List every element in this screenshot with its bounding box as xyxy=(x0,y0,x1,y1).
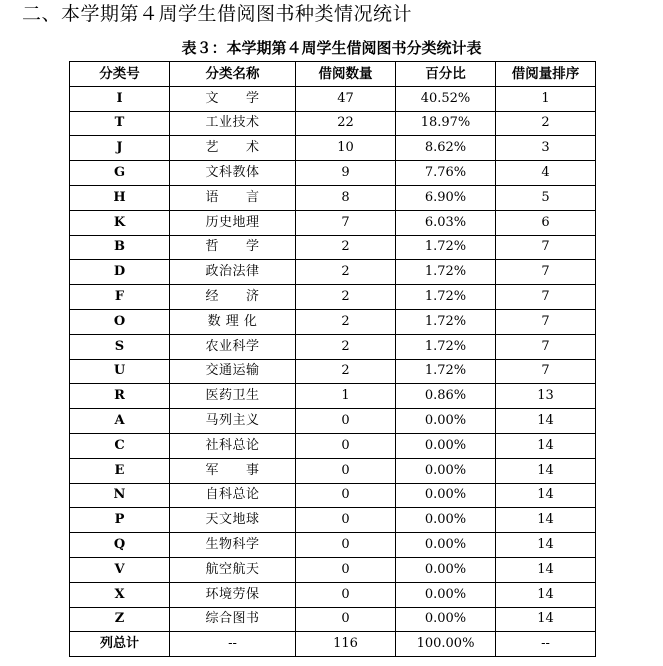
category-code-cell: X xyxy=(70,582,170,607)
category-name-cell: 政治法律 xyxy=(170,260,296,285)
category-code-cell: T xyxy=(70,111,170,136)
percentage-cell: 0.00% xyxy=(396,483,496,508)
table-row xyxy=(70,161,596,186)
percentage-cell: 0.00% xyxy=(396,607,496,632)
rank-cell: 7 xyxy=(496,260,596,285)
table-row xyxy=(70,582,596,607)
percentage-cell: 0.00% xyxy=(396,458,496,483)
category-code-cell: G xyxy=(70,161,170,186)
table-row xyxy=(70,260,596,285)
borrow-count-cell: 2 xyxy=(296,285,396,310)
total-row xyxy=(70,632,596,657)
table-row xyxy=(70,533,596,558)
category-name-cell: 环境劳保 xyxy=(170,582,296,607)
category-code-cell: D xyxy=(70,260,170,285)
column-header-name: 分类名称 xyxy=(170,62,296,87)
rank-cell: 7 xyxy=(496,235,596,260)
category-name-cell: 航空航天 xyxy=(170,557,296,582)
rank-cell: 14 xyxy=(496,533,596,558)
category-name-cell: 数 理 化 xyxy=(170,309,296,334)
rank-cell: 7 xyxy=(496,309,596,334)
table-row xyxy=(70,458,596,483)
column-header-code: 分类号 xyxy=(70,62,170,87)
category-name-cell: 工业技术 xyxy=(170,111,296,136)
category-name-cell: 社科总论 xyxy=(170,433,296,458)
borrow-count-cell: 0 xyxy=(296,557,396,582)
borrow-count-cell: 2 xyxy=(296,334,396,359)
rank-cell: 5 xyxy=(496,185,596,210)
rank-cell: 14 xyxy=(496,483,596,508)
category-code-cell: E xyxy=(70,458,170,483)
category-name-cell: 文 学 xyxy=(170,86,296,111)
rank-cell: 7 xyxy=(496,285,596,310)
borrow-count-cell: 0 xyxy=(296,433,396,458)
rank-cell: 7 xyxy=(496,334,596,359)
category-code-cell: F xyxy=(70,285,170,310)
rank-cell: 14 xyxy=(496,433,596,458)
percentage-cell: 1.72% xyxy=(396,285,496,310)
category-code-cell: K xyxy=(70,210,170,235)
percentage-cell: 0.00% xyxy=(396,508,496,533)
category-code-cell: I xyxy=(70,86,170,111)
table-row xyxy=(70,111,596,136)
borrow-count-cell: 8 xyxy=(296,185,396,210)
percentage-cell: 0.00% xyxy=(396,533,496,558)
category-name-cell: 艺 术 xyxy=(170,136,296,161)
category-code-cell: J xyxy=(70,136,170,161)
rank-cell: 1 xyxy=(496,86,596,111)
rank-cell: 14 xyxy=(496,508,596,533)
borrow-count-cell: 2 xyxy=(296,235,396,260)
percentage-cell: 1.72% xyxy=(396,235,496,260)
column-header-count: 借阅数量 xyxy=(296,62,396,87)
percentage-cell: 40.52% xyxy=(396,86,496,111)
category-name-cell: 交通运输 xyxy=(170,359,296,384)
category-code-cell: R xyxy=(70,384,170,409)
borrow-count-cell: 0 xyxy=(296,483,396,508)
table-row xyxy=(70,210,596,235)
rank-cell: 14 xyxy=(496,582,596,607)
borrow-count-cell: 0 xyxy=(296,508,396,533)
table-caption: 表３：本学期第４周学生借阅图书分类统计表 xyxy=(181,39,482,57)
book-category-table xyxy=(69,61,596,657)
percentage-cell: 0.00% xyxy=(396,409,496,434)
category-name-cell: 农业科学 xyxy=(170,334,296,359)
table-row xyxy=(70,136,596,161)
borrow-count-cell: 22 xyxy=(296,111,396,136)
rank-cell: 14 xyxy=(496,607,596,632)
category-name-cell: 哲 学 xyxy=(170,235,296,260)
percentage-cell: 0.00% xyxy=(396,433,496,458)
table-header-row xyxy=(70,62,596,87)
borrow-count-cell: 0 xyxy=(296,533,396,558)
category-code-cell: V xyxy=(70,557,170,582)
table-row xyxy=(70,359,596,384)
percentage-cell: 0.86% xyxy=(396,384,496,409)
percentage-cell: 8.62% xyxy=(396,136,496,161)
percentage-cell: 18.97% xyxy=(396,111,496,136)
borrow-count-cell: 7 xyxy=(296,210,396,235)
category-code-cell: H xyxy=(70,185,170,210)
category-code-cell: P xyxy=(70,508,170,533)
total-label: 列总计 xyxy=(70,632,170,657)
borrow-count-cell: 0 xyxy=(296,409,396,434)
category-name-cell: 综合图书 xyxy=(170,607,296,632)
table-row xyxy=(70,607,596,632)
borrow-count-cell: 10 xyxy=(296,136,396,161)
rank-cell: 4 xyxy=(496,161,596,186)
percentage-cell: 1.72% xyxy=(396,309,496,334)
percentage-cell: 1.72% xyxy=(396,260,496,285)
table-row xyxy=(70,483,596,508)
category-code-cell: Z xyxy=(70,607,170,632)
category-code-cell: C xyxy=(70,433,170,458)
table-row xyxy=(70,409,596,434)
category-name-cell: 生物科学 xyxy=(170,533,296,558)
total-count-cell: 116 xyxy=(296,632,396,657)
rank-cell: 13 xyxy=(496,384,596,409)
rank-cell: 14 xyxy=(496,557,596,582)
table-row xyxy=(70,86,596,111)
category-name-cell: 自科总论 xyxy=(170,483,296,508)
column-header-percent: 百分比 xyxy=(396,62,496,87)
borrow-count-cell: 0 xyxy=(296,458,396,483)
category-name-cell: 语 言 xyxy=(170,185,296,210)
total-name-cell: -- xyxy=(170,632,296,657)
percentage-cell: 1.72% xyxy=(396,334,496,359)
category-name-cell: 经 济 xyxy=(170,285,296,310)
percentage-cell: 0.00% xyxy=(396,582,496,607)
category-code-cell: Q xyxy=(70,533,170,558)
table-row xyxy=(70,285,596,310)
borrow-count-cell: 47 xyxy=(296,86,396,111)
total-rank-cell: -- xyxy=(496,632,596,657)
table-row xyxy=(70,384,596,409)
total-percent-cell: 100.00% xyxy=(396,632,496,657)
category-code-cell: B xyxy=(70,235,170,260)
percentage-cell: 7.76% xyxy=(396,161,496,186)
borrow-count-cell: 0 xyxy=(296,582,396,607)
borrow-count-cell: 1 xyxy=(296,384,396,409)
category-code-cell: A xyxy=(70,409,170,434)
table-row xyxy=(70,235,596,260)
category-code-cell: S xyxy=(70,334,170,359)
borrow-count-cell: 2 xyxy=(296,260,396,285)
category-code-cell: O xyxy=(70,309,170,334)
section-heading: 二、本学期第４周学生借阅图书种类情况统计 xyxy=(22,3,413,25)
category-name-cell: 历史地理 xyxy=(170,210,296,235)
percentage-cell: 0.00% xyxy=(396,557,496,582)
table-row xyxy=(70,433,596,458)
borrow-count-cell: 0 xyxy=(296,607,396,632)
rank-cell: 6 xyxy=(496,210,596,235)
category-name-cell: 天文地球 xyxy=(170,508,296,533)
column-header-rank: 借阅量排序 xyxy=(496,62,596,87)
rank-cell: 7 xyxy=(496,359,596,384)
table-row xyxy=(70,557,596,582)
rank-cell: 14 xyxy=(496,458,596,483)
category-code-cell: N xyxy=(70,483,170,508)
rank-cell: 2 xyxy=(496,111,596,136)
table-row xyxy=(70,309,596,334)
category-name-cell: 军 事 xyxy=(170,458,296,483)
category-name-cell: 文科教体 xyxy=(170,161,296,186)
rank-cell: 3 xyxy=(496,136,596,161)
rank-cell: 14 xyxy=(496,409,596,434)
category-code-cell: U xyxy=(70,359,170,384)
borrow-count-cell: 9 xyxy=(296,161,396,186)
table-row xyxy=(70,185,596,210)
table-row xyxy=(70,508,596,533)
borrow-count-cell: 2 xyxy=(296,359,396,384)
category-name-cell: 马列主义 xyxy=(170,409,296,434)
table-body xyxy=(70,86,596,656)
table-row xyxy=(70,334,596,359)
percentage-cell: 6.03% xyxy=(396,210,496,235)
category-name-cell: 医药卫生 xyxy=(170,384,296,409)
borrow-count-cell: 2 xyxy=(296,309,396,334)
percentage-cell: 1.72% xyxy=(396,359,496,384)
percentage-cell: 6.90% xyxy=(396,185,496,210)
